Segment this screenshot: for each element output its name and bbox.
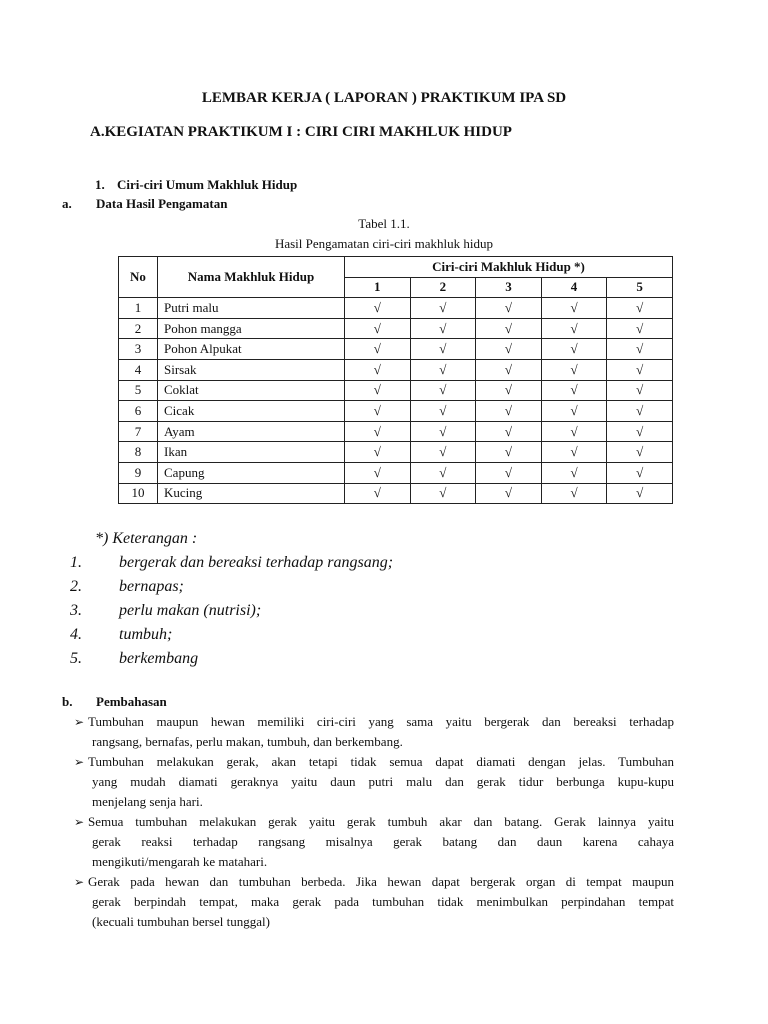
table-row — [119, 298, 673, 319]
discussion-line — [74, 812, 674, 832]
row-number: 6 — [119, 401, 158, 422]
table-row — [119, 421, 673, 442]
subsection-letter: b. — [62, 694, 73, 709]
row-number: 8 — [119, 442, 158, 463]
table-row — [119, 339, 673, 360]
check-mark: √ — [410, 359, 476, 380]
table-row — [119, 401, 673, 422]
note-text: perlu makan (nutrisi); — [119, 602, 262, 619]
check-mark: √ — [345, 359, 411, 380]
subsection-number: 1. — [95, 177, 105, 192]
note-text: bernapas; — [119, 578, 184, 595]
discussion-text: gerak reaksi terhadap rangsang misalnya gerak batang dan daun karena cahaya — [92, 834, 674, 849]
check-mark: √ — [410, 298, 476, 319]
check-mark: √ — [410, 421, 476, 442]
discussion-line — [74, 752, 674, 772]
discussion-text: Semua tumbuhan melakukan gerak yaitu gerak tumbuh akar dan batang. Gerak lainnya yaitu — [88, 814, 674, 829]
table-row — [119, 442, 673, 463]
check-mark: √ — [345, 442, 411, 463]
check-mark: √ — [476, 401, 542, 422]
row-number: 9 — [119, 462, 158, 483]
subsection-heading-b — [62, 694, 167, 710]
discussion-line — [74, 912, 674, 932]
discussion-text: rangsang, bernafas, perlu makan, tumbuh, dan berkembang. — [92, 734, 403, 749]
header-no: No — [119, 257, 158, 298]
check-mark: √ — [476, 442, 542, 463]
discussion-text: Tumbuhan melakukan gerak, akan tetapi tidak semua dapat diamati dengan jelas. Tumbuhan — [88, 754, 674, 769]
header-trait-4: 4 — [541, 277, 607, 298]
check-mark: √ — [345, 421, 411, 442]
row-name: Ikan — [158, 442, 345, 463]
bullet-arrow-icon: ➢ — [74, 715, 85, 729]
discussion-line — [74, 832, 674, 852]
subsection-heading-1 — [95, 177, 297, 193]
row-number: 1 — [119, 298, 158, 319]
document-title: LEMBAR KERJA ( LAPORAN ) PRAKTIKUM IPA SD — [201, 90, 567, 106]
check-mark: √ — [607, 380, 673, 401]
check-mark: √ — [541, 442, 607, 463]
discussion-text: gerak berpindah tempat, maka gerak pada tumbuhan tidak menimbulkan perpindahan tempat — [92, 894, 674, 909]
discussion-line — [74, 852, 674, 872]
table-row — [119, 380, 673, 401]
check-mark: √ — [345, 318, 411, 339]
table-body — [119, 298, 673, 504]
subsection-heading-a — [62, 196, 227, 212]
table-row — [119, 359, 673, 380]
check-mark: √ — [345, 339, 411, 360]
discussion-line — [74, 892, 674, 912]
check-mark: √ — [410, 442, 476, 463]
row-number: 4 — [119, 359, 158, 380]
check-mark: √ — [345, 462, 411, 483]
note-item — [70, 602, 261, 620]
check-mark: √ — [541, 401, 607, 422]
notes-title: *) Keterangan : — [95, 530, 198, 547]
check-mark: √ — [345, 380, 411, 401]
note-item — [70, 626, 172, 644]
discussion-line — [74, 732, 674, 752]
check-mark: √ — [541, 298, 607, 319]
row-name: Kucing — [158, 483, 345, 504]
check-mark: √ — [410, 462, 476, 483]
row-number: 3 — [119, 339, 158, 360]
check-mark: √ — [345, 401, 411, 422]
check-mark: √ — [607, 421, 673, 442]
table-row — [119, 483, 673, 504]
note-item — [70, 578, 184, 596]
bullet-arrow-icon: ➢ — [74, 815, 85, 829]
check-mark: √ — [607, 401, 673, 422]
note-item — [70, 554, 393, 572]
check-mark: √ — [345, 298, 411, 319]
check-mark: √ — [541, 359, 607, 380]
check-mark: √ — [410, 318, 476, 339]
row-number: 7 — [119, 421, 158, 442]
discussion-text: menjelang senja hari. — [92, 794, 203, 809]
row-name: Putri malu — [158, 298, 345, 319]
discussion-text: Tumbuhan maupun hewan memiliki ciri-ciri yang sama yaitu bergerak dan bereaksi terhadap — [88, 714, 674, 729]
row-name: Capung — [158, 462, 345, 483]
discussion-item — [74, 812, 674, 872]
subsection-text: Ciri-ciri Umum Makhluk Hidup — [117, 177, 298, 192]
row-name: Cicak — [158, 401, 345, 422]
row-name: Pohon mangga — [158, 318, 345, 339]
note-text: tumbuh; — [119, 626, 173, 643]
row-number: 2 — [119, 318, 158, 339]
check-mark: √ — [541, 462, 607, 483]
bullet-arrow-icon: ➢ — [74, 875, 85, 889]
note-number: 5. — [70, 650, 82, 667]
header-traits-group: Ciri-ciri Makhluk Hidup *) — [345, 257, 673, 278]
header-name: Nama Makhluk Hidup — [158, 257, 345, 298]
discussion-item — [74, 752, 674, 812]
header-trait-1: 1 — [345, 277, 411, 298]
subsection-text: Pembahasan — [96, 694, 167, 709]
subsection-letter: a. — [62, 196, 72, 211]
check-mark: √ — [607, 298, 673, 319]
check-mark: √ — [541, 318, 607, 339]
table-row — [119, 462, 673, 483]
check-mark: √ — [607, 462, 673, 483]
table-row — [119, 318, 673, 339]
check-mark: √ — [476, 421, 542, 442]
section-title: A.KEGIATAN PRAKTIKUM I : CIRI CIRI MAKHLUK HIDUP — [90, 124, 512, 140]
check-mark: √ — [607, 483, 673, 504]
check-mark: √ — [410, 401, 476, 422]
table-caption: Tabel 1.1. — [358, 216, 410, 231]
check-mark: √ — [607, 359, 673, 380]
observation-table — [118, 256, 673, 504]
row-number: 5 — [119, 380, 158, 401]
header-trait-2: 2 — [410, 277, 476, 298]
note-text: bergerak dan bereaksi terhadap rangsang; — [119, 554, 394, 571]
check-mark: √ — [541, 483, 607, 504]
check-mark: √ — [410, 483, 476, 504]
check-mark: √ — [410, 380, 476, 401]
check-mark: √ — [410, 339, 476, 360]
discussion-line — [74, 712, 674, 732]
row-name: Pohon Alpukat — [158, 339, 345, 360]
note-number: 3. — [70, 602, 82, 619]
check-mark: √ — [476, 483, 542, 504]
check-mark: √ — [476, 462, 542, 483]
check-mark: √ — [476, 380, 542, 401]
row-name: Sirsak — [158, 359, 345, 380]
check-mark: √ — [476, 318, 542, 339]
check-mark: √ — [607, 339, 673, 360]
note-number: 4. — [70, 626, 82, 643]
row-name: Ayam — [158, 421, 345, 442]
table-subcaption: Hasil Pengamatan ciri-ciri makhluk hidup — [274, 236, 494, 251]
discussion-text: Gerak pada hewan dan tumbuhan berbeda. Jika hewan dapat bergerak organ di tempat maupun — [88, 874, 674, 889]
subsection-text: Data Hasil Pengamatan — [96, 196, 228, 211]
note-item — [70, 650, 198, 668]
discussion-line — [74, 872, 674, 892]
discussion-line — [74, 792, 674, 812]
header-trait-5: 5 — [607, 277, 673, 298]
header-trait-3: 3 — [476, 277, 542, 298]
check-mark: √ — [541, 339, 607, 360]
check-mark: √ — [476, 298, 542, 319]
check-mark: √ — [345, 483, 411, 504]
check-mark: √ — [607, 442, 673, 463]
discussion-item — [74, 712, 674, 752]
check-mark: √ — [476, 359, 542, 380]
discussion-text: (kecuali tumbuhan bersel tunggal) — [92, 914, 270, 929]
note-number: 2. — [70, 578, 82, 595]
discussion-text: mengikuti/mengarah ke matahari. — [92, 854, 268, 869]
note-number: 1. — [70, 554, 82, 571]
row-number: 10 — [119, 483, 158, 504]
check-mark: √ — [607, 318, 673, 339]
check-mark: √ — [476, 339, 542, 360]
discussion-line — [74, 772, 674, 792]
note-text: berkembang — [119, 650, 199, 667]
check-mark: √ — [541, 380, 607, 401]
row-name: Coklat — [158, 380, 345, 401]
check-mark: √ — [541, 421, 607, 442]
bullet-arrow-icon: ➢ — [74, 755, 85, 769]
discussion-item — [74, 872, 674, 932]
discussion-text: yang mudah diamati geraknya yaitu daun putri malu dan gerak tidur berbunga kupu-kupu — [92, 774, 674, 789]
